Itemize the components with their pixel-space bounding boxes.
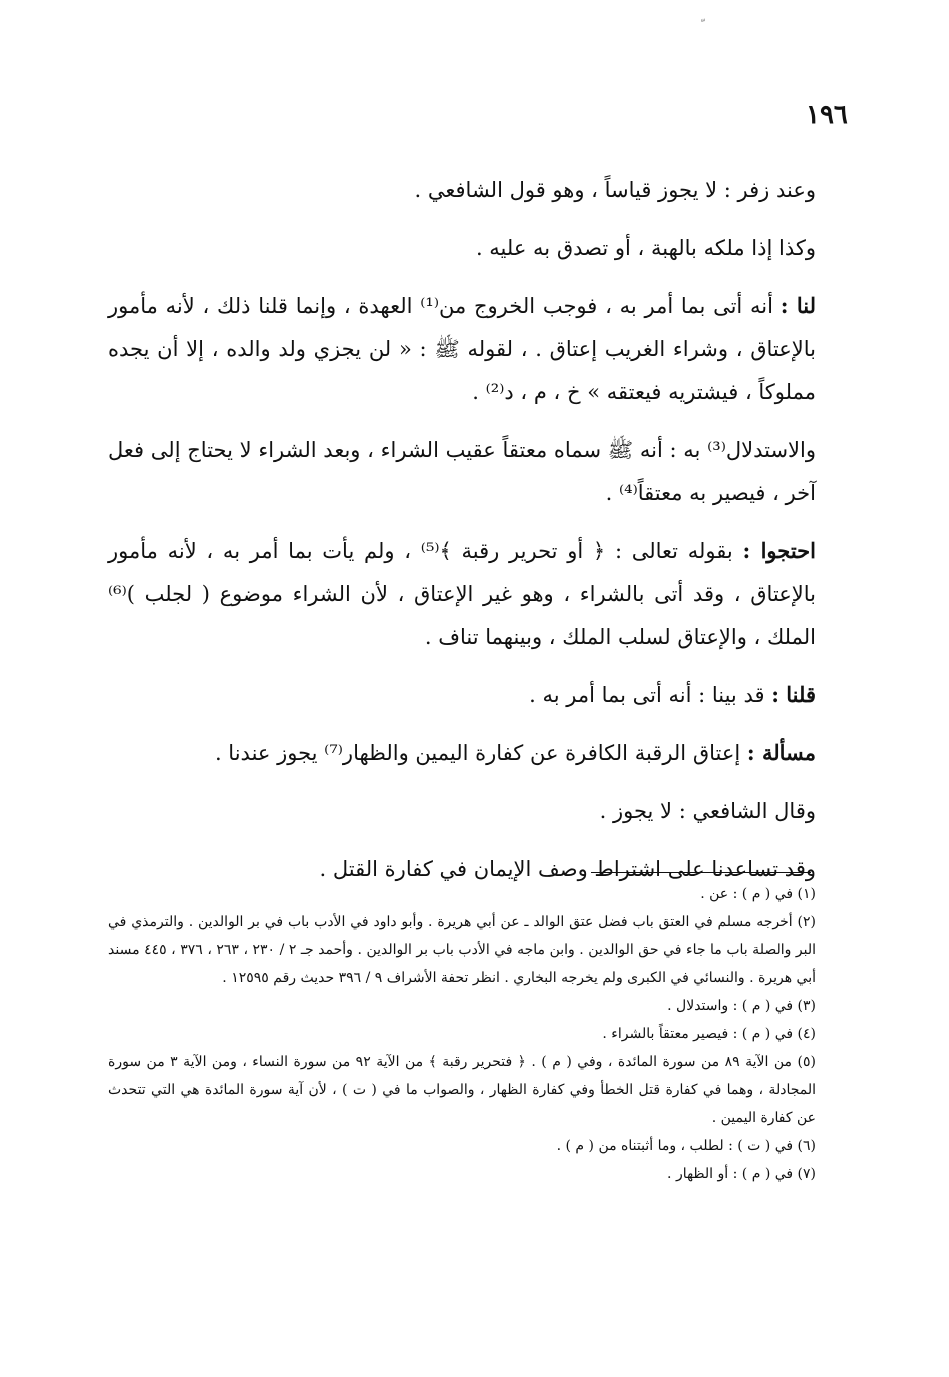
- paragraph-text: وكذا إذا ملكه بالهبة ، أو تصدق به عليه .: [475, 236, 816, 260]
- paragraph-text: وعند زفر : لا يجوز قياساً ، وهو قول الشافعي .: [414, 178, 816, 202]
- footnote: (٧) في ( م ) : أو الظهار .: [667, 1166, 816, 1182]
- paragraph: [108, 168, 816, 212]
- paragraph-text: وقد تساعدنا على اشتراط وصف الإيمان في كفارة القتل .: [319, 857, 816, 881]
- page-number: ١٩٦: [806, 100, 848, 130]
- paragraph: [108, 284, 816, 414]
- paragraph: [108, 529, 816, 659]
- paragraph-text: بقوله تعالى : ﴿ أو تحرير رقبة ﴾⁽⁵⁾ ، ولم يأت بما أمر به ، لأنه مأمور بالإعتاق ، وقد أتى بالشراء ، وهو غير الإعتاق ، لأن الشراء موضوع ( لجلب )⁽⁶⁾ الملك ، والإعتاق لسلب الملك ، وبينهما تناف .: [108, 539, 816, 649]
- footnote: (١) في ( م ) : عن .: [700, 886, 816, 902]
- paragraph-lead: قلنا :: [771, 682, 816, 707]
- footnote: (٢) أخرجه مسلم في العتق باب فضل عتق الوالد ـ عن أبي هريرة . وأبو داود في الأدب باب في بر الوالدين . والترمذي في البر والصلة باب ما جاء في حق الوالدين . وابن ماجه في الأدب باب بر الوالدين . وأحمد جـ ٢ / ٢٣٠ ، ٢٦٣ ، ٣٧٦ ، ٤٤٥ مسند أبي هريرة . والنسائي في الكبرى ولم يخرجه البخاري . انظر تحفة الأشراف ٩ / ٣٩٦ حديث رقم ١٢٥٩٥ .: [108, 914, 817, 986]
- footnotes: [108, 880, 816, 1188]
- footnote: (٤) في ( م ) : فيصير معتقاً بالشراء .: [602, 1026, 816, 1042]
- footnote: (٦) في ( ت ) : لطلب ، وما أثبتناه من ( م ) .: [556, 1138, 816, 1154]
- paragraph-lead: مسألة :: [746, 740, 816, 765]
- paragraph-lead: احتجوا :: [742, 538, 816, 563]
- footnote: (٥) من الآية ٨٩ من سورة المائدة ، وفي ( م ) . ﴿ فتحرير رقبة ﴾ من الآية ٩٢ من سورة النساء ، ومن الآية ٣ من سورة المجادلة ، وهما في كفارة قتل الخطأ وفي كفارة الظهار ، والصواب ما في ( ت ) ، لأن آية سورة المائدة هي التي تتحدث عن كفارة اليمين .: [108, 1054, 816, 1126]
- paragraph: [108, 731, 816, 775]
- footnote: (٣) في ( م ) : واستدلال .: [667, 998, 816, 1014]
- footnote-separator: [591, 872, 811, 873]
- paragraph: [108, 428, 816, 515]
- paragraph: [108, 226, 816, 270]
- paragraph: [108, 789, 816, 833]
- paragraph-text: أنه أتى بما أمر به ، فوجب الخروج من⁽¹⁾ العهدة ، وإنما قلنا ذلك ، لأنه مأمور بالإعتاق ، وشراء الغريب إعتاق . ، لقوله ﷺ : « لن يجزي ولد والده ، إلا أن يجده مملوكاً ، فيشتريه فيعتقه » خ ، م ، د⁽²⁾ .: [108, 294, 816, 404]
- paragraph-text: وقال الشافعي : لا يجوز .: [599, 799, 816, 823]
- paragraph-text: والاستدلال⁽³⁾ به : أنه ﷺ سماه معتقاً عقيب الشراء ، وبعد الشراء لا يحتاج إلى فعل آخر ، فيصير به معتقاً⁽⁴⁾ .: [108, 438, 816, 505]
- paragraph-text: قد بينا : أنه أتى بما أمر به .: [529, 683, 772, 707]
- paragraph-lead: لنا :: [780, 293, 817, 318]
- main-text: [108, 168, 816, 905]
- paragraph-text: إعتاق الرقبة الكافرة عن كفارة اليمين والظهار⁽⁷⁾ يجوز عندنا .: [214, 741, 747, 765]
- paragraph: [108, 673, 816, 717]
